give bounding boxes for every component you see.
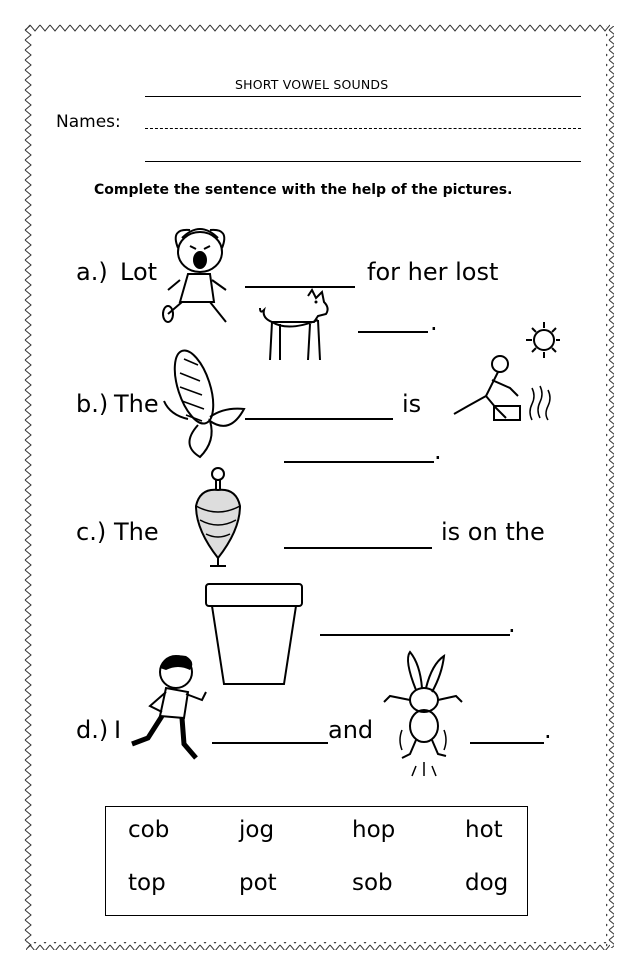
corn-cob-icon xyxy=(160,345,248,460)
word-bank-item: cob xyxy=(128,817,170,843)
hopping-rabbit-icon xyxy=(380,650,466,782)
flower-pot-icon xyxy=(204,582,304,688)
word-bank-item: top xyxy=(128,870,166,896)
dog-icon xyxy=(258,288,336,368)
names-line-1[interactable] xyxy=(145,128,581,129)
sentence-c-blank-1[interactable] xyxy=(284,547,432,549)
sentence-c-text1: The xyxy=(114,518,159,546)
sentence-b-text1: The xyxy=(114,390,159,418)
sentence-a-end: . xyxy=(430,308,438,336)
sentence-c-label: c.) xyxy=(76,518,107,546)
sentence-d-text2: and xyxy=(328,716,374,744)
sentence-b-text2: is xyxy=(402,390,422,418)
hot-sun-man-icon xyxy=(448,318,560,430)
word-bank-item: dog xyxy=(465,870,509,896)
worksheet-title: SHORT VOWEL SOUNDS xyxy=(235,77,389,92)
sentence-d-blank-2[interactable] xyxy=(470,742,544,744)
sentence-a-text2: for her lost xyxy=(367,258,499,286)
sentence-d-text1: I xyxy=(114,716,122,744)
names-line-2[interactable] xyxy=(145,161,581,162)
jogging-boy-icon xyxy=(126,652,212,768)
sentence-b-end: . xyxy=(434,437,442,465)
sentence-c-text2: is on the xyxy=(441,518,545,546)
sentence-a-label: a.) xyxy=(76,258,108,286)
names-label: Names: xyxy=(56,112,121,132)
sentence-a-text1: Lot xyxy=(120,258,158,286)
word-bank xyxy=(105,806,528,916)
word-bank-item: hot xyxy=(465,817,503,843)
spinning-top-icon xyxy=(188,466,248,568)
sentence-b-label: b.) xyxy=(76,390,109,418)
instruction-text: Complete the sentence with the help of the pictures. xyxy=(94,182,513,198)
sentence-c-end: . xyxy=(508,610,516,638)
sentence-b-blank-2[interactable] xyxy=(284,461,434,463)
sentence-d-blank-1[interactable] xyxy=(212,742,328,744)
word-bank-item: pot xyxy=(239,870,277,896)
sentence-d-label: d.) xyxy=(76,716,109,744)
word-bank-item: hop xyxy=(352,817,396,843)
word-bank-item: sob xyxy=(352,870,393,896)
sentence-c-blank-2[interactable] xyxy=(320,634,510,636)
sentence-a-blank-2[interactable] xyxy=(358,331,428,333)
sentence-d-end: . xyxy=(544,716,552,744)
title-underline xyxy=(145,96,581,97)
sentence-b-blank-1[interactable] xyxy=(245,418,393,420)
crying-girl-icon xyxy=(160,218,240,328)
word-bank-item: jog xyxy=(239,817,275,843)
